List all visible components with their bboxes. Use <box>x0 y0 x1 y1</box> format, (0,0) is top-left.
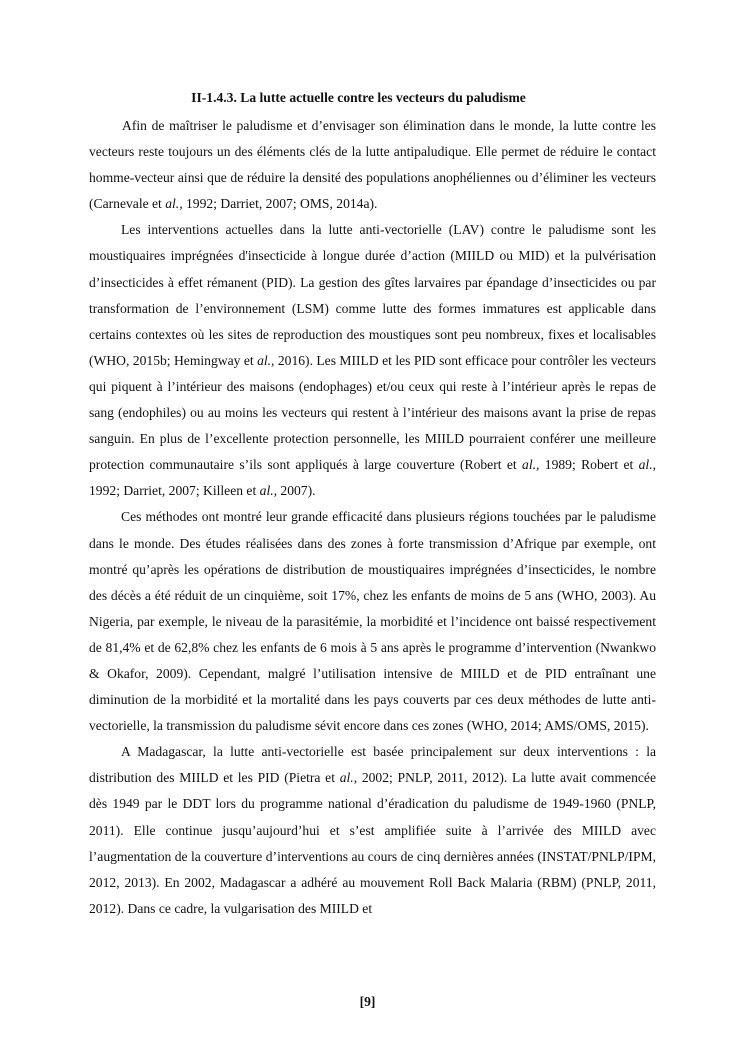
paragraph <box>89 739 656 922</box>
text-run: 2007). <box>277 483 316 499</box>
paragraph <box>89 504 656 739</box>
citation-italic: al., <box>339 770 358 786</box>
body-text <box>89 113 656 922</box>
section-heading: II-1.4.3. La lutte actuelle contre les vecteurs du paludisme <box>191 90 526 105</box>
citation-italic: al., <box>522 457 540 473</box>
text-run: 1989; Robert et <box>539 457 639 473</box>
text-run: 1992; Darriet, 2007; OMS, 2014a). <box>182 196 378 212</box>
text-run: Ces méthodes ont montré leur grande efficacité dans plusieurs régions touchées par le paludisme dans le monde. Des études réalisées dans des zones à forte transmission d’Afrique par exemple, ont montré qu’après les opérations de distribution de moustiquaires imprégnées d’insecticides, le nombre des décès a été réduit de un cinquième, soit 17%, chez les enfants de moins de 5 ans (WHO, 2003). Au Nigeria, par exemple, le niveau de la parasitémie, la morbidité et l’incidence ont baissé respectivement de 81,4% et de 62,8% chez les enfants de 6 mois à 5 ans après le programme d’intervention (Nwankwo & Okafor, 2009). Cependant, malgré l’utilisation intensive de MIILD et de PID entraînant une diminution de la morbidité et la mortalité dans les pays couverts par ces deux méthodes de lutte anti-vectorielle, la transmission du paludisme sévit encore dans ces zones (WHO, 2014; AMS/OMS, 2015). <box>89 509 656 734</box>
citation-italic: al., <box>259 483 278 499</box>
text-run: 2002; PNLP, 2011, 2012). La lutte avait commencée dès 1949 par le DDT lors du programme national d’éradication du paludisme de 1949-1960 (PNLP, 2011). Elle continue jusqu’aujourd’hui et s’est amplifiée suite à l’arrivée des MIILD avec l’augmentation de la couverture d’interventions au cours de cinq dernières années (INSTAT/PNLP/IPM, 2012, 2013). En 2002, Madagascar a adhéré au mouvement Roll Back Malaria (RBM) (PNLP, 2011, 2012). Dans ce cadre, la vulgarisation des MIILD et <box>89 770 656 916</box>
citation-italic: al., <box>165 196 183 212</box>
citation-italic: al., <box>638 457 656 473</box>
paragraph <box>89 217 656 504</box>
text-run: 1992; Darriet, 2007; Killeen et <box>89 483 260 499</box>
text-run: A Madagascar, la lutte anti-vectorielle est basée principalement sur deux interventions : la distribution des MIILD et les PID (Pietra et <box>89 744 656 786</box>
citation-italic: al., <box>257 352 275 368</box>
page-number: [9] <box>359 994 376 1009</box>
text-run: 2016). Les MIILD et les PID sont efficace pour contrôler les vecteurs qui piquent à l’intérieur des maisons (endophages) et/ou ceux qui reste à l’intérieur après le repas de sang (endophiles) ou au moins les vecteurs qui restent à l’intérieur des maisons avant la prise de repas sanguin. En plus de l’excellente protection personnelle, les MIILD pourraient conférer une meilleure protection communautaire s’ils sont appliqués à large couverture (Robert et <box>89 352 656 473</box>
paragraph <box>89 113 656 217</box>
text-run: Les interventions actuelles dans la lutte anti-vectorielle (LAV) contre le paludisme sont les moustiquaires imprégnées d'insecticide à longue durée d’action (MIILD ou MID) et la pulvérisation d’insecticides à effet rémanent (PID). La gestion des gîtes larvaires par épandage d’insecticides ou par transformation de l’environnement (LSM) comme lutte des formes immatures est applicable dans certains contextes où les sites de reproduction des moustiques sont peu nombreux, fixes et localisables (WHO, 2015b; Hemingway et <box>89 222 656 368</box>
text-run: Afin de maîtriser le paludisme et d’envisager son élimination dans le monde, la lutte contre les vecteurs reste toujours un des éléments clés de la lutte antipaludique. Elle permet de réduire le contact homme-vecteur ainsi que de réduire la densité des populations anophéliennes ou d’éliminer les vecteurs (Carnevale et <box>89 118 656 212</box>
